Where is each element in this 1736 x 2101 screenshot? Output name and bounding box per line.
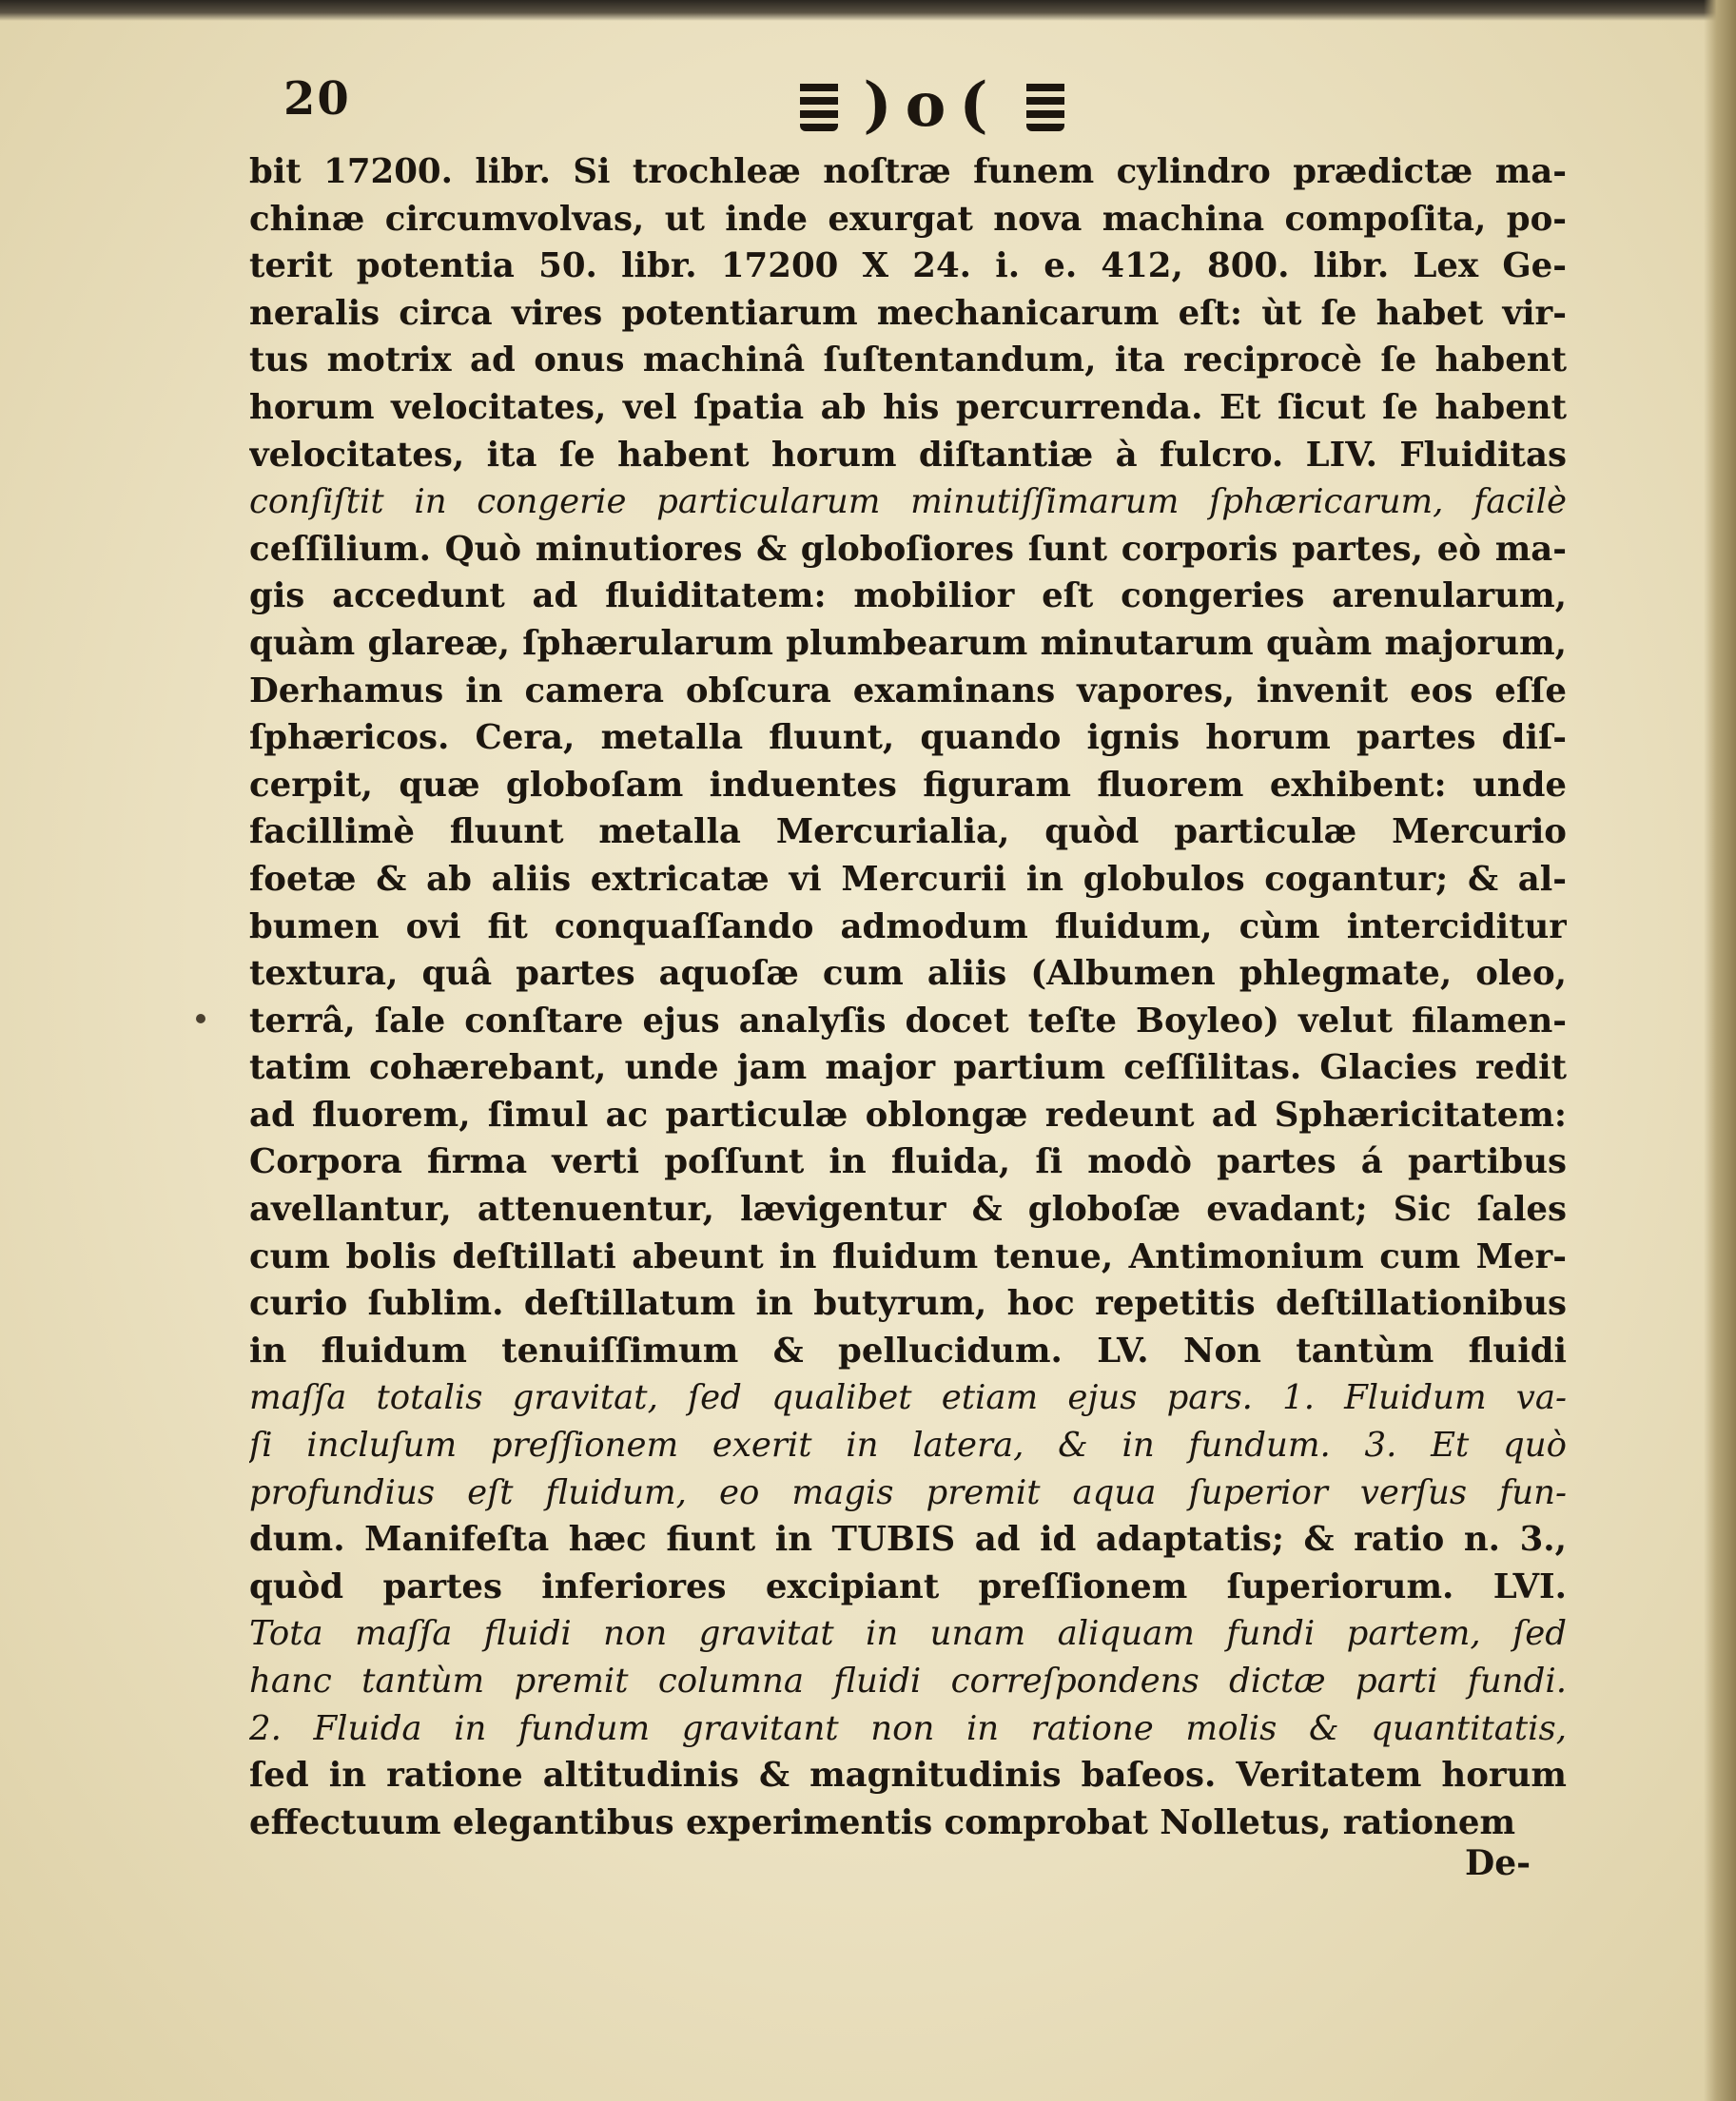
page-number: 20 bbox=[283, 72, 351, 126]
text-line: quàm glareæ, ſphærularum plumbearum minutarum quàm majorum, bbox=[249, 623, 1567, 663]
text-line: Derhamus in camera obſcura examinans vapores, invenit eos eſſe bbox=[249, 671, 1567, 710]
text-line: neralis circa vires potentiarum mechanicarum eſt: ùt ſe habet vir- bbox=[249, 293, 1567, 333]
running-header bbox=[276, 67, 1570, 143]
text-line: Corpora firma verti poſſunt in fluida, ſi modò partes á partibus bbox=[249, 1142, 1567, 1182]
text-line: tatim cohærebant, unde jam major partium ceſſilitas. Glacies redit bbox=[249, 1048, 1567, 1088]
text-line: conſiſtit in congerie particularum minutiſſimarum ſphæricarum, facilè bbox=[249, 482, 1567, 522]
text-line: effectuum elegantibus experimentis comprobat Nolletus, rationem bbox=[249, 1802, 1516, 1842]
text-line: terit potentia 50. libr. 17200 X 24. i. e. 412, 800. libr. Lex Ge- bbox=[249, 246, 1567, 286]
page-top-shadow bbox=[0, 0, 1736, 21]
text-line: facillimè fluunt metalla Mercurialia, quòd particulæ Mercurio bbox=[249, 812, 1567, 852]
text-line: ad fluorem, ſimul ac particulæ oblongæ redeunt ad Sphæricitatem: bbox=[249, 1095, 1567, 1135]
text-line: cerpit, quæ globoſam induentes figuram fluorem exhibent: unde bbox=[249, 765, 1567, 805]
text-line: terrâ, ſale conſtare ejus analyſis docet teſte Boyleo) velut filamen- bbox=[249, 1001, 1567, 1041]
text-line: profundius eſt fluidum, eo magis premit aqua ſuperior verſus fun- bbox=[249, 1472, 1567, 1512]
text-line: horum velocitates, vel ſpatia ab his percurrenda. Et ſicut ſe habent bbox=[249, 387, 1567, 427]
text-line: ſphæricos. Cera, metalla fluunt, quando ignis horum partes diſ- bbox=[249, 718, 1567, 758]
text-line: chinæ circumvolvas, ut inde exurgat nova machina compoſita, po- bbox=[249, 199, 1567, 239]
text-line: curio ſublim. deſtillatum in butyrum, hoc repetitis deſtillationibus bbox=[249, 1284, 1567, 1324]
text-line: textura, quâ partes aquoſæ cum aliis (Albumen phlegmate, oleo, bbox=[249, 954, 1567, 994]
text-line: 2. Fluida in fundum gravitant non in ratione molis & quantitatis, bbox=[249, 1708, 1567, 1748]
text-line: in fluidum tenuiſſimum & pellucidum. LV. Non tantùm fluidi bbox=[249, 1331, 1567, 1371]
text-line: quòd partes inferiores excipiant preſſionem ſuperiorum. LVI. bbox=[249, 1566, 1567, 1606]
text-line: cum bolis deſtillati abeunt in fluidum tenue, Antimonium cum Mer- bbox=[249, 1236, 1567, 1276]
body-text bbox=[249, 148, 1567, 1846]
text-line: foetæ & ab aliis extricatæ vi Mercurii in globulos cogantur; & al- bbox=[249, 859, 1567, 899]
header-ornament bbox=[723, 67, 1141, 143]
text-line: dum. Manifeſta hæc fiunt in TUBIS ad id adaptatis; & ratio n. 3., bbox=[249, 1520, 1567, 1560]
text-line: bit 17200. libr. Si trochleæ noſtræ funem cylindro prædictæ ma- bbox=[249, 152, 1567, 191]
ornament-right-icon bbox=[1026, 78, 1064, 131]
text-line: gis accedunt ad fluiditatem: mobilior eſt congeries arenularum, bbox=[249, 576, 1567, 616]
ink-speck bbox=[196, 1014, 205, 1023]
text-line: Tota maſſa fluidi non gravitat in unam aliquam fundi partem, ſed bbox=[249, 1614, 1567, 1654]
page-gutter-shadow bbox=[1704, 0, 1736, 2101]
ornament-left-icon bbox=[800, 78, 838, 131]
ornament-text: )o( bbox=[863, 68, 1002, 141]
text-line: maſſa totalis gravitat, ſed qualibet etiam ejus pars. 1. Fluidum va- bbox=[249, 1378, 1567, 1418]
text-line: ſed in ratione altitudinis & magnitudinis baſeos. Veritatem horum bbox=[249, 1756, 1567, 1796]
text-line: tus motrix ad onus machinâ ſuſtentandum, ita reciprocè ſe habent bbox=[249, 340, 1567, 380]
text-line: bumen ovi fit conquaſſando admodum fluidum, cùm interciditur bbox=[249, 906, 1567, 946]
text-line: ceſſilium. Quò minutiores & globoſiores ſunt corporis partes, eò ma- bbox=[249, 529, 1567, 569]
text-line: avellantur, attenuentur, lævigentur & globoſæ evadant; Sic ſales bbox=[249, 1190, 1567, 1230]
catchword: De- bbox=[1465, 1843, 1531, 1883]
text-line: hanc tantùm premit columna fluidi correſpondens dictæ parti fundi. bbox=[249, 1662, 1567, 1701]
text-line: velocitates, ita ſe habent horum diſtantiæ à fulcro. LIV. Fluiditas bbox=[249, 435, 1567, 475]
text-line: ſi incluſum preſſionem exerit in latera, & in fundum. 3. Et quò bbox=[249, 1426, 1567, 1466]
